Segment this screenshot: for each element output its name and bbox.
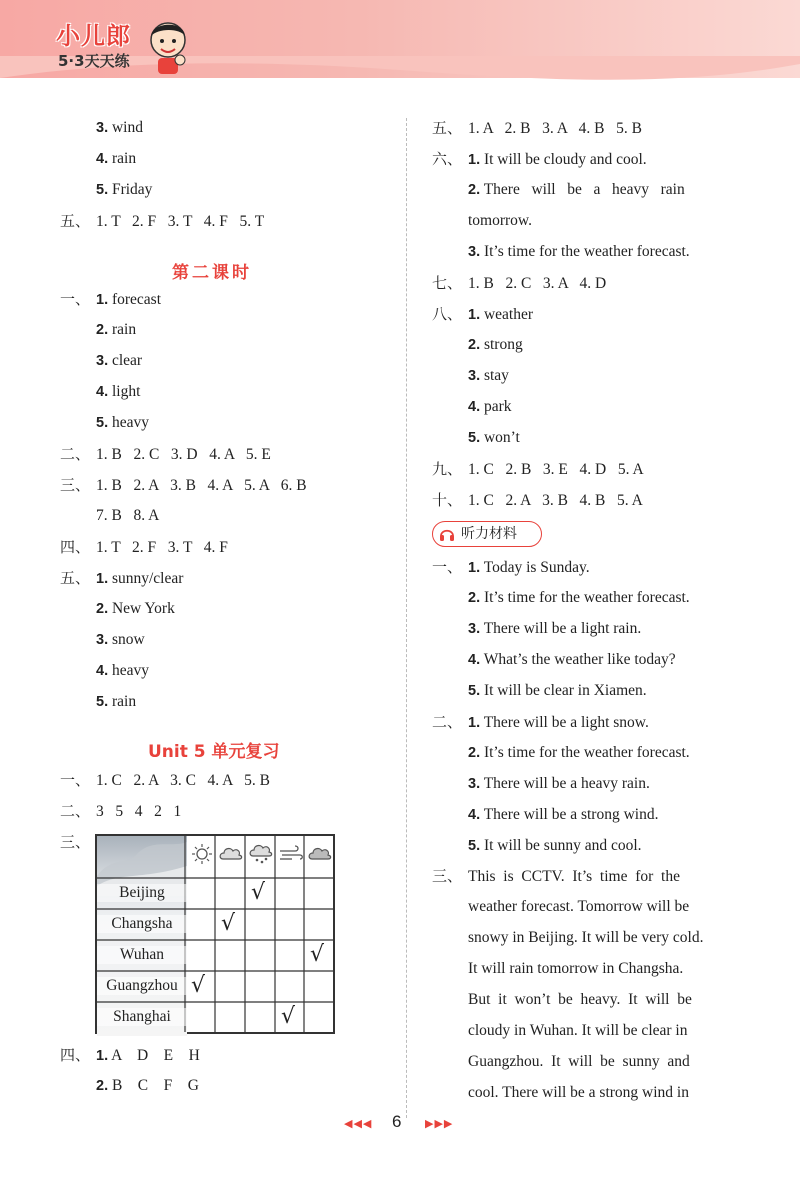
answer-text: forecast <box>111 291 162 308</box>
section-number: 十、 <box>432 491 463 509</box>
answer-text: Friday <box>111 181 153 198</box>
answer-line <box>432 304 533 325</box>
answer-text: A D E H <box>111 1047 200 1064</box>
item-number: 5. <box>96 694 109 710</box>
weather-table <box>95 834 335 1034</box>
answer-line <box>60 568 183 589</box>
answer-line <box>432 180 685 200</box>
answer-line <box>432 397 512 417</box>
section-heading-lesson2: 第二课时 <box>172 263 252 283</box>
logo-subtitle: 5·3天天练 <box>58 52 130 70</box>
table-city-shanghai: Shanghai <box>97 1008 187 1026</box>
answer-text: heavy <box>111 662 149 679</box>
item-number: 3. <box>96 353 109 369</box>
answer-text: 1. T 2. F 3. T 4. F <box>96 539 228 556</box>
left-arrows-icon: ◀◀◀ <box>344 1117 373 1130</box>
answer-line <box>60 770 270 791</box>
answer-line <box>432 897 689 917</box>
item-number: 3. <box>468 368 481 384</box>
answer-line <box>60 289 161 310</box>
answer-line <box>432 588 690 608</box>
answer-line <box>60 211 264 232</box>
answer-text: It will be sunny and cool. <box>483 837 642 854</box>
logo-title: 小儿郎 <box>56 22 131 50</box>
table-city-guangzhou: Guangzhou <box>97 977 187 995</box>
answer-text: light <box>111 383 141 400</box>
answer-text: 7. B 8. A <box>96 507 160 524</box>
item-number: 2. <box>468 182 481 198</box>
item-number: 3. <box>96 632 109 648</box>
answer-line <box>432 242 690 262</box>
item-number: 5. <box>96 182 109 198</box>
answer-text: weather <box>483 306 534 323</box>
answer-line <box>432 650 676 670</box>
section-number: 三、 <box>432 867 463 885</box>
item-number: 1. <box>468 715 481 731</box>
section-number: 二、 <box>60 445 91 463</box>
answer-line <box>432 1083 689 1103</box>
answer-line <box>432 118 642 139</box>
answer-text: snowy in Beijing. It will be very cold. <box>468 929 704 946</box>
answer-line <box>60 661 149 681</box>
answer-text: There will be a strong wind. <box>483 806 659 823</box>
answer-text: Today is Sunday. <box>483 559 590 576</box>
item-number: 4. <box>468 399 481 415</box>
answer-text: It will be clear in Xiamen. <box>483 682 647 699</box>
item-number: 2. <box>468 590 481 606</box>
section-number: 三、 <box>60 833 91 851</box>
answer-text: heavy <box>111 414 149 431</box>
answer-line <box>432 681 647 701</box>
item-number: 2. <box>468 745 481 761</box>
column-divider <box>406 118 407 1118</box>
answer-text: 1. C 2. B 3. E 4. D 5. A <box>468 461 644 478</box>
item-number: 1. <box>468 307 481 323</box>
cloudy-icon <box>307 844 333 864</box>
answer-text: won’t <box>483 429 520 446</box>
answer-text: 1. T 2. F 3. T 4. F 5. T <box>96 213 265 230</box>
answer-line <box>60 118 143 138</box>
answer-text: tomorrow. <box>468 212 532 229</box>
answer-line <box>432 149 647 170</box>
section-number: 五、 <box>60 569 91 587</box>
answer-line <box>432 866 680 887</box>
item-number: 2. <box>96 601 109 617</box>
answer-line <box>432 928 703 948</box>
answer-line <box>432 743 690 763</box>
answer-line <box>432 211 532 231</box>
table-city-changsha: Changsha <box>97 915 187 933</box>
answer-text: park <box>483 398 512 415</box>
table-city-beijing: Beijing <box>97 884 187 902</box>
answer-text: It’s time for the weather forecast. <box>483 589 690 606</box>
answer-line <box>60 413 149 433</box>
section-number: 一、 <box>60 290 91 308</box>
answer-text: This is CCTV. It’s time for the <box>468 868 680 885</box>
section-number: 六、 <box>432 150 463 168</box>
answer-text: cloudy in Wuhan. It will be clear in <box>468 1022 688 1039</box>
page-footer <box>0 1112 800 1136</box>
answer-line <box>432 805 658 825</box>
answer-line <box>60 692 136 712</box>
page-number: 6 <box>392 1112 402 1131</box>
answer-text: rain <box>111 150 137 167</box>
answer-line <box>432 836 642 856</box>
answer-line <box>60 320 136 340</box>
item-number: 4. <box>468 652 481 668</box>
answer-text: clear <box>111 352 143 369</box>
brand-logo <box>52 14 192 76</box>
answer-text: There will be a heavy rain. <box>483 775 650 792</box>
mascot-boy-icon <box>144 16 192 76</box>
section-heading-unit-review: Unit 5 单元复习 <box>148 742 280 762</box>
answer-line <box>432 557 590 578</box>
check-mark: √ <box>191 973 206 998</box>
item-number: 1. <box>468 152 481 168</box>
answer-text: rain <box>111 693 137 710</box>
item-number: 1. <box>96 1048 109 1064</box>
answer-text: It will be cloudy and cool. <box>483 151 647 168</box>
section-number: 二、 <box>432 713 463 731</box>
section-number: 二、 <box>60 802 91 820</box>
answer-text: snow <box>111 631 145 648</box>
answer-text: weather forecast. Tomorrow will be <box>468 898 690 915</box>
cloud-icon <box>218 844 244 864</box>
section-number: 九、 <box>432 460 463 478</box>
check-mark: √ <box>221 911 236 936</box>
item-number: 2. <box>96 1078 109 1094</box>
answer-line <box>432 1052 690 1072</box>
wind-icon <box>278 844 304 864</box>
check-mark: √ <box>281 1004 296 1029</box>
answer-line <box>60 599 175 619</box>
section-number: 五、 <box>432 119 463 137</box>
answer-text: But it won’t be heavy. It will be <box>468 991 692 1008</box>
answer-text: wind <box>111 119 143 136</box>
answer-line <box>60 351 142 371</box>
answer-text: stay <box>483 367 509 384</box>
section-number: 四、 <box>60 538 91 556</box>
answer-line <box>432 712 649 733</box>
item-number: 5. <box>468 430 481 446</box>
item-number: 4. <box>468 807 481 823</box>
answer-text: strong <box>483 336 523 353</box>
answer-line <box>432 335 523 355</box>
answer-text: There will be a heavy rain <box>483 181 685 198</box>
answer-line <box>432 273 606 294</box>
answer-line <box>432 1021 687 1041</box>
answer-line <box>60 537 228 558</box>
item-number: 5. <box>96 415 109 431</box>
item-number: 1. <box>96 571 109 587</box>
answer-line <box>60 149 136 169</box>
right-arrows-icon: ▶▶▶ <box>425 1117 454 1130</box>
answer-text: New York <box>111 600 175 617</box>
answer-line <box>60 180 152 200</box>
item-number: 4. <box>96 384 109 400</box>
item-number: 2. <box>468 337 481 353</box>
answer-text: B C F G <box>111 1077 199 1094</box>
rain-cloud-icon <box>248 844 274 864</box>
answer-line <box>60 1045 200 1066</box>
answer-line <box>432 490 643 511</box>
item-number: 4. <box>96 663 109 679</box>
check-mark: √ <box>251 880 266 905</box>
answer-text: 3 5 4 2 1 <box>96 803 182 820</box>
listening-material-tag <box>432 521 542 547</box>
table-city-wuhan: Wuhan <box>97 946 187 964</box>
answer-line <box>60 832 96 853</box>
answer-line <box>60 1076 199 1096</box>
answer-text: It will rain tomorrow in Changsha. <box>468 960 684 977</box>
answer-line <box>432 959 683 979</box>
item-number: 5. <box>468 683 481 699</box>
answer-text: What’s the weather like today? <box>483 651 676 668</box>
listening-material-label: 听力材料 <box>461 526 517 542</box>
check-mark: √ <box>310 942 325 967</box>
answer-line <box>432 428 520 448</box>
answer-line <box>432 990 692 1010</box>
answer-text: cool. There will be a strong wind in <box>468 1084 689 1101</box>
section-number: 三、 <box>60 476 91 494</box>
answer-text: It’s time for the weather forecast. <box>483 243 690 260</box>
answer-line <box>432 366 509 386</box>
answer-text: 1. B 2. A 3. B 4. A 5. A 6. B <box>96 477 307 494</box>
answer-text: 1. C 2. A 3. C 4. A 5. B <box>96 772 270 789</box>
answer-text: 1. B 2. C 3. D 4. A 5. E <box>96 446 271 463</box>
item-number: 2. <box>96 322 109 338</box>
section-number: 一、 <box>432 558 463 576</box>
item-number: 3. <box>468 776 481 792</box>
section-number: 七、 <box>432 274 463 292</box>
section-number: 一、 <box>60 771 91 789</box>
item-number: 1. <box>468 560 481 576</box>
answer-line <box>60 475 307 496</box>
answer-line <box>60 444 271 465</box>
answer-text: sunny/clear <box>111 570 184 587</box>
answer-line <box>60 630 145 650</box>
answer-text: There will be a light snow. <box>483 714 649 731</box>
item-number: 3. <box>468 244 481 260</box>
answer-text: Guangzhou. It will be sunny and <box>468 1053 690 1070</box>
answer-line <box>432 619 641 639</box>
answer-text: rain <box>111 321 137 338</box>
item-number: 1. <box>96 292 109 308</box>
answer-text: There will be a light rain. <box>483 620 642 637</box>
answer-text: It’s time for the weather forecast. <box>483 744 690 761</box>
answer-line <box>432 459 644 480</box>
table-grid <box>97 836 333 1032</box>
answer-text: 1. B 2. C 3. A 4. D <box>468 275 607 292</box>
answer-text: 1. C 2. A 3. B 4. B 5. A <box>468 492 643 509</box>
answer-line <box>60 382 140 402</box>
item-number: 5. <box>468 838 481 854</box>
answer-line <box>60 506 159 526</box>
sun-icon <box>189 844 215 864</box>
item-number: 3. <box>468 621 481 637</box>
answer-text: 1. A 2. B 3. A 4. B 5. B <box>468 120 642 137</box>
section-number: 八、 <box>432 305 463 323</box>
answer-line <box>432 774 650 794</box>
item-number: 4. <box>96 151 109 167</box>
section-number: 五、 <box>60 212 91 230</box>
section-number: 四、 <box>60 1046 91 1064</box>
headphones-icon <box>439 526 455 542</box>
answer-line <box>60 801 181 822</box>
item-number: 3. <box>96 120 109 136</box>
